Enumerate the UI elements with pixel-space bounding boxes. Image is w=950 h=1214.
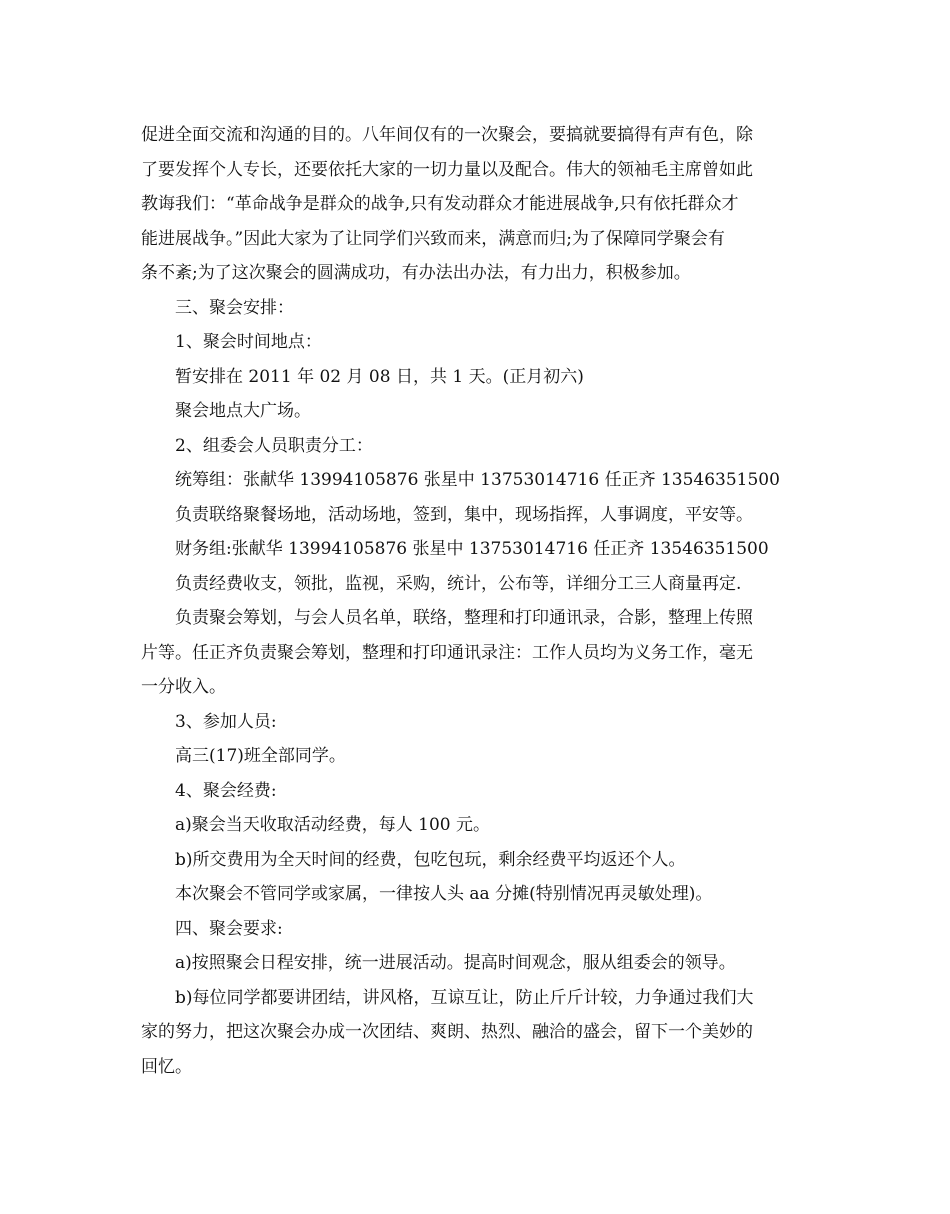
text-line: 高三(17)班全部同学。	[175, 746, 346, 766]
text-line: 财务组:张献华 13994105876 张星中 13753014716 任正齐 13546351500	[175, 539, 769, 559]
text-line: 三、聚会安排：	[175, 297, 294, 318]
text-line: a)聚会当天收取活动经费，每人 100 元。	[175, 815, 491, 835]
text-line: 负责联络聚餐场地，活动场地，签到，集中，现场指挥，人事调度，平安等。	[175, 504, 753, 525]
text-line: 1、聚会时间地点：	[175, 332, 322, 352]
text-line: 4、聚会经费:	[175, 780, 277, 801]
text-line: 3、参加人员:	[175, 711, 277, 732]
text-line: a)按照聚会日程安排，统一进展活动。提高时间观念，服从组委会的领导。	[175, 953, 736, 973]
text-line: 促进全面交流和沟通的目的。八年间仅有的一次聚会，要搞就要搞得有声有色，除	[141, 125, 753, 145]
text-line: 一分收入。	[141, 677, 226, 697]
text-line: 本次聚会不管同学或家属，一律按人头 aa 分摊(特别情况再灵敏处理)。	[175, 884, 713, 904]
text-line: 能进展战争。”因此大家为了让同学们兴致而来，满意而归;为了保障同学聚会有	[141, 228, 725, 249]
text-line: 负责经费收支，领批，监视，采购，统计，公布等，详细分工三人商量再定.	[175, 573, 742, 594]
text-line: 负责聚会筹划，与会人员名单，联络，整理和打印通讯录，合影，整理上传照	[175, 608, 753, 628]
text-line: 2、组委会人员职责分工：	[175, 435, 373, 456]
text-line: 条不紊;为了这次聚会的圆满成功，有办法出办法，有力出力，积极参加。	[141, 263, 691, 283]
text-line: 回忆。	[141, 1056, 192, 1077]
text-line: 暂安排在 2011 年 02 月 08 日，共 1 天。(正月初六)	[175, 366, 584, 387]
text-line: b)所交费用为全天时间的经费，包吃包玩，剩余经费平均返还个人。	[175, 849, 686, 870]
document-body	[141, 121, 821, 1087]
text-line: 家的努力，把这次聚会办成一次团结、爽朗、热烈、融洽的盛会，留下一个美妙的	[141, 1022, 753, 1042]
text-line: 统筹组：张献华 13994105876 张星中 13753014716 任正齐 13546351500	[175, 470, 780, 490]
text-line: 四、聚会要求:	[175, 918, 283, 939]
text-line: 教诲我们：“革命战争是群众的战争,只有发动群众才能进展战争,只有依托群众才	[141, 194, 739, 214]
text-line: 片等。任正齐负责聚会筹划，整理和打印通讯录注：工作人员均为义务工作，毫无	[141, 642, 753, 663]
text-line: b)每位同学都要讲团结，讲风格，互谅互让，防止斤斤计较，力争通过我们大	[175, 987, 754, 1008]
text-line: 聚会地点大广场。	[175, 401, 311, 421]
text-line: 了要发挥个人专长，还要依托大家的一切力量以及配合。伟大的领袖毛主席曾如此	[141, 159, 753, 180]
